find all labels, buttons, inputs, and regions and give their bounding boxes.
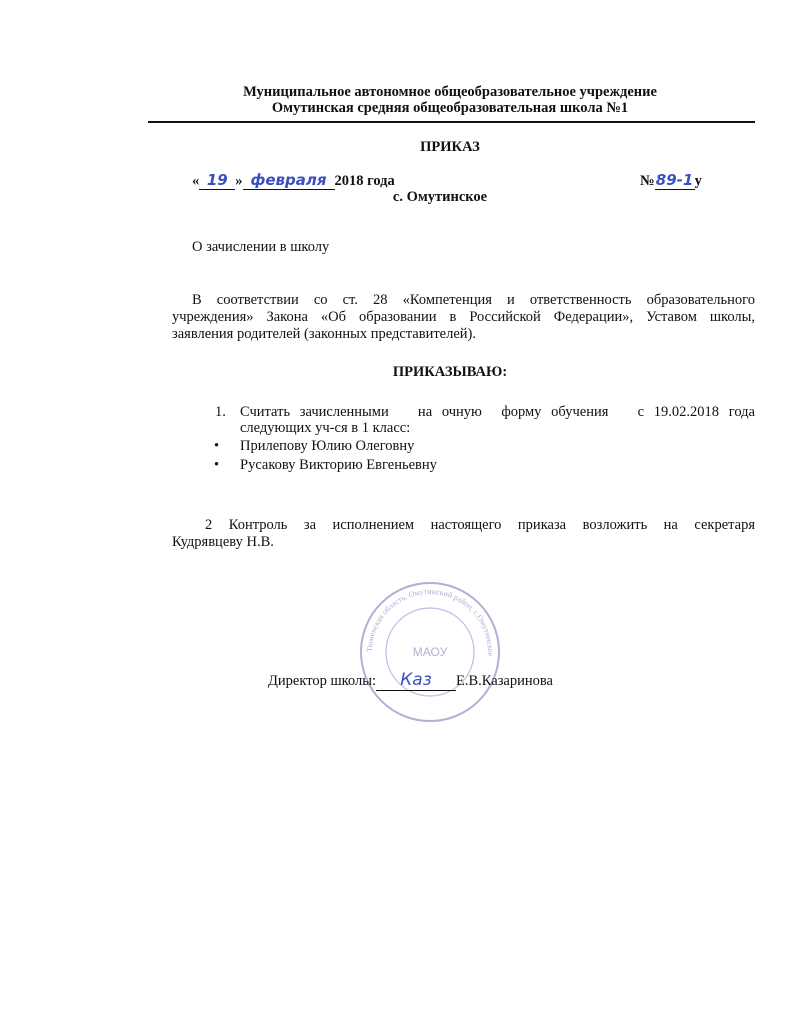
number-sign: № [640,173,655,189]
item-1-line-2: следующих уч-ся в 1 класс: [240,420,411,436]
student-name: Русакову Викторию Евгеньевну [240,457,437,473]
signature-label: Директор школы: [268,673,376,689]
document-title: ПРИКАЗ [420,139,480,155]
item-1-line-1: Считать зачисленными на очную форму обучения с 19.02.2018 года [240,404,755,420]
item-2-line-1: 2 Контроль за исполнением настоящего приказа возложить на секретаря [205,517,755,533]
handwritten-signature: Каз [376,670,456,691]
date-year: 2018 года [334,173,395,189]
item-2-line-2: Кудрявцеву Н.В. [172,534,274,550]
preamble-line-1: В соответствии со ст. 28 «Компетенция и ответственность образовательного [192,292,755,308]
date-day: 19 [199,171,235,190]
header-rule [148,121,755,123]
director-name: Е.В.Казаринова [456,673,553,689]
place: с. Омутинское [392,189,488,205]
date-month: февраля [243,171,335,190]
student-name: Прилепову Юлию Олеговну [240,438,415,454]
item-1-number: 1. [215,404,226,420]
signature-line [268,670,553,691]
bullet-icon: • [214,457,220,473]
org-line-1: Муниципальное автономное общеобразовательное учреждение [243,84,657,100]
student-list-item [214,457,437,474]
subject: О зачислении в школу [192,239,330,255]
preamble-line-3: заявления родителей (законных представителей). [172,326,476,342]
bullet-icon: • [214,438,220,454]
student-list-item [214,438,415,455]
order-number [640,171,702,190]
preamble-line-2: учреждения» Закона «Об образовании в Российской Федерации», Уставом школы, [172,309,755,325]
org-line-2: Омутинская средняя общеобразовательная школа №1 [271,100,629,116]
number-suffix: у [694,173,702,189]
quote-open: « [192,173,200,189]
order-word: ПРИКАЗЫВАЮ: [392,364,508,380]
official-stamp [358,580,503,725]
stamp-center-text: МАОУ [412,645,448,659]
number-value: 89-1 [655,171,694,189]
date-line [192,171,395,190]
quote-close: » [235,173,243,189]
stamp-ring-text: Тюменская область, Омутинский район, с.Омутинское [364,586,496,657]
